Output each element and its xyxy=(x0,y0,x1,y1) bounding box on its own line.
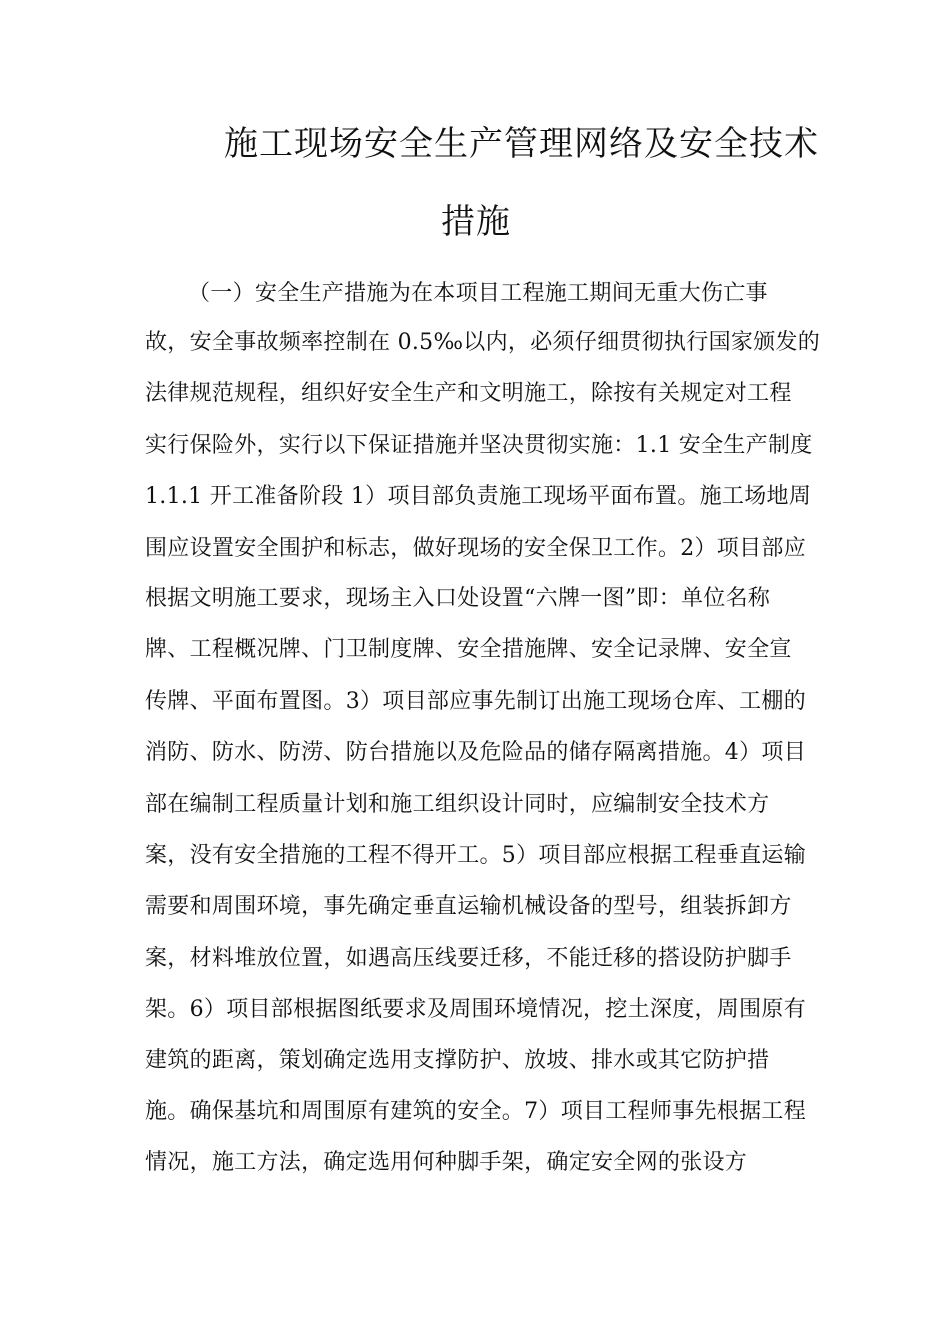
document-title-line-1: 施工现场安全生产管理网络及安全技术 xyxy=(224,124,819,164)
body-text-line: 部在编制工程质量计划和施工组织设计同时，应编制安全技术方 xyxy=(145,792,770,817)
body-text-line: 故，安全事故频率控制在 0.5‰以内，必须仔细贯彻执行国家颁发的 xyxy=(145,330,821,355)
body-text-line: 案，材料堆放位置，如遇高压线要迁移，不能迁移的搭设防护脚手 xyxy=(145,946,792,971)
body-text-line: 法律规范规程，组织好安全生产和文明施工，除按有关规定对工程 xyxy=(145,381,792,406)
body-text-line: 实行保险外，实行以下保证措施并坚决贯彻实施：1.1 安全生产制度 xyxy=(145,433,813,458)
body-text-line: 案，没有安全措施的工程不得开工。5）项目部应根据工程垂直运输 xyxy=(145,843,806,868)
body-text-line: 传牌、平面布置图。3）项目部应事先制订出施工现场仓库、工棚的 xyxy=(145,689,806,714)
body-text-line: 建筑的距离，策划确定选用支撑防护、放坡、排水或其它防护措 xyxy=(145,1048,770,1073)
body-text-line: 牌、工程概况牌、门卫制度牌、安全措施牌、安全记录牌、安全宣 xyxy=(145,637,792,662)
body-text-line: 围应设置安全围护和标志，做好现场的安全保卫工作。2）项目部应 xyxy=(145,536,806,561)
body-text-line: 情况，施工方法，确定选用何种脚手架，确定安全网的张设方 xyxy=(145,1150,748,1175)
body-text-line: 1.1.1 开工准备阶段 1）项目部负责施工现场平面布置。施工场地周 xyxy=(145,484,812,509)
body-text-line: （一）安全生产措施为在本项目工程施工期间无重大伤亡事 xyxy=(188,281,768,306)
body-text-line: 架。6）项目部根据图纸要求及周围环境情况，挖土深度，周围原有 xyxy=(145,997,806,1022)
body-text-line: 消防、防水、防涝、防台措施以及危险品的储存隔离措施。4）项目 xyxy=(145,740,806,765)
body-text-line: 根据文明施工要求，现场主入口处设置“六牌一图”即：单位名称 xyxy=(145,586,771,611)
body-text-line: 施。确保基坑和周围原有建筑的安全。7）项目工程师事先根据工程 xyxy=(145,1099,806,1124)
document-title-line-2: 措施 xyxy=(441,202,511,242)
body-text-line: 需要和周围环境，事先确定垂直运输机械设备的型号，组装拆卸方 xyxy=(145,894,792,919)
